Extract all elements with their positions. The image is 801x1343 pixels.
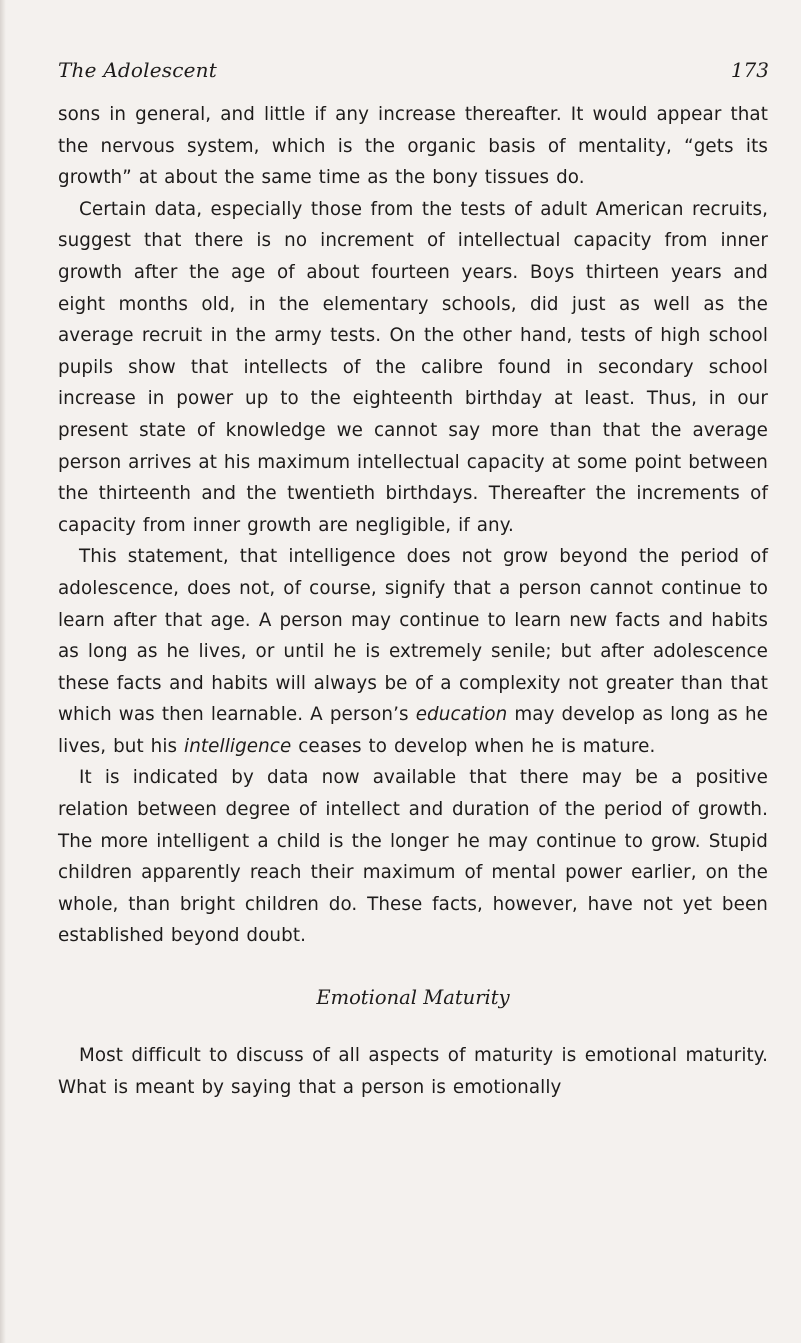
paragraph-3-text-c: ceases to develop when he is mature.	[291, 735, 656, 757]
paragraph-3-text-a: This statement, that intelligence does not grow beyond the period of adolescence, does not, of course, signify that a person cannot continue to learn after that age. A person may continue to learn new facts and habits as long as he lives, or until he is extremely senile; but after adolescence these facts and habits will always be of a complexity not greater than that which was then learnable. A person’s	[58, 546, 768, 726]
paragraph-recruits-data: Certain data, especially those from the tests of adult American recruits, suggest that there is no increment of intellectual capacity from inner growth after the age of about fourteen years. Boys thirteen years and eight months old, in the elementary schools, did just as well as the average recruit in the army tests. On the other hand, tests of high school pupils show that intellects of the calibre found in secondary school increase in power up to the eighteenth birthday at least. Thus, in our present state of knowledge we cannot say more than that the average person arrives at his maximum intellectual capacity at some point between the thirteenth and the twentieth birthdays. Thereafter the increments of capacity from inner growth are negligible, if any.	[58, 198, 768, 536]
paragraph-emotional-maturity: Most difficult to discuss of all aspects of maturity is emotional maturity. What is meant by saying that a person is emotionally	[58, 1045, 768, 1098]
section-heading-block	[58, 952, 768, 1040]
running-head-title: The Adolescent	[58, 58, 217, 82]
section-heading: Emotional Maturity	[316, 986, 510, 1010]
page-number: 173	[730, 58, 769, 82]
running-head	[58, 58, 773, 88]
emphasis-intelligence: intelligence	[184, 735, 292, 757]
body-text	[58, 99, 768, 1103]
paragraph-3-text-b: may develop as long as he lives, but his	[58, 704, 768, 757]
paragraph-intelligence-statement	[58, 541, 768, 762]
emphasis-education: education	[415, 704, 508, 726]
page-gutter-shadow	[0, 0, 6, 1343]
paragraph-continued: sons in general, and little if any increase thereafter. It would appear that the nervous system, which is the organic basis of mentality, “gets its growth” at about the same time as the bony tissues do.	[58, 104, 768, 189]
paragraph-growth-duration: It is indicated by data now available that there may be a positive relation between degree of intellect and duration of the period of growth. The more intelligent a child is the longer he may continue to grow. Stupid children apparently reach their maximum of mental power earlier, on the whole, than bright children do. These facts, however, have not yet been established beyond doubt.	[58, 767, 768, 947]
